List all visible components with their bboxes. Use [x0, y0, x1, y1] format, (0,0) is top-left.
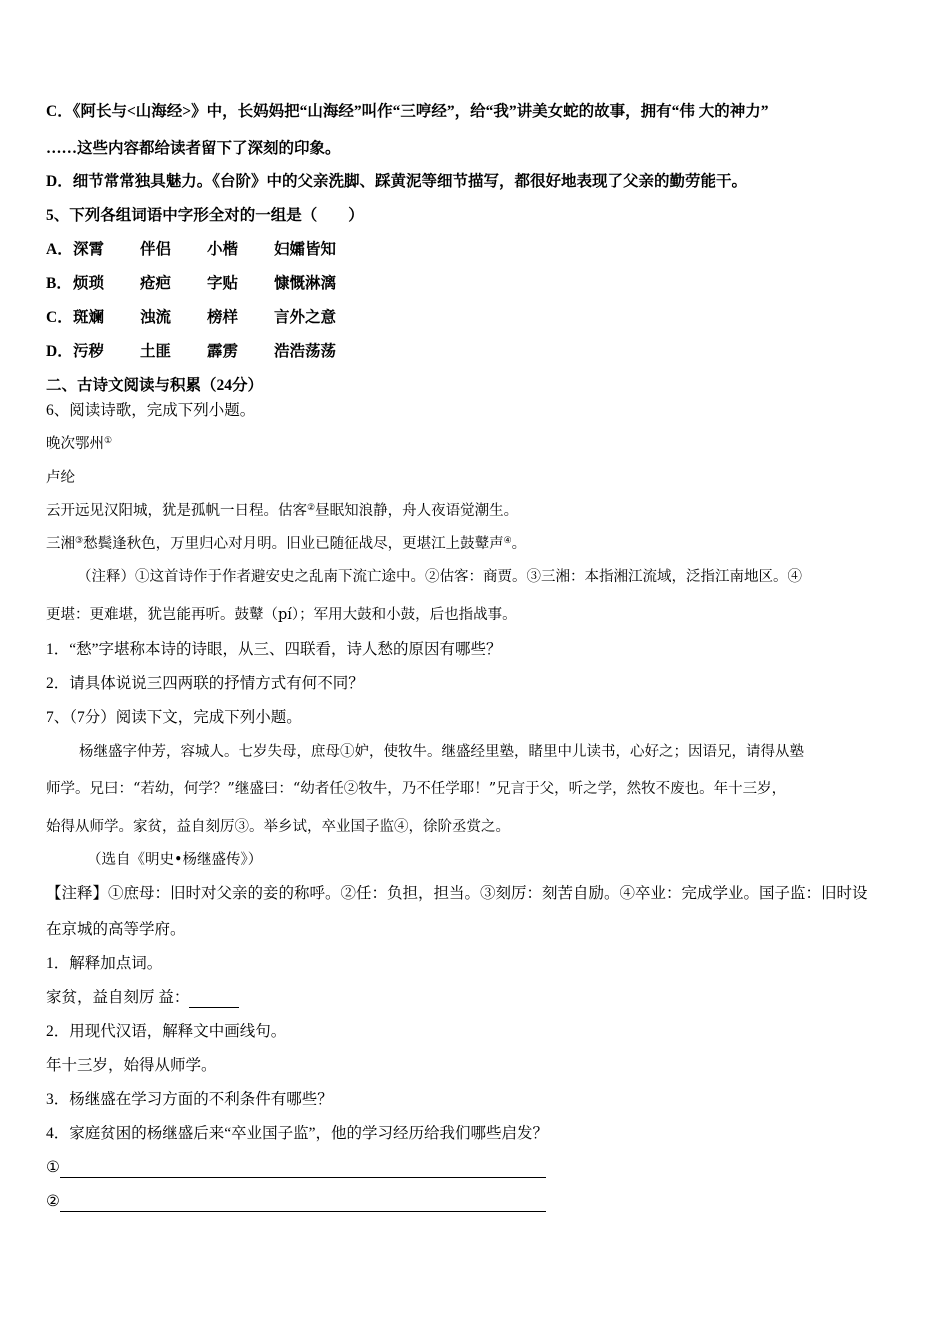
poem-line-2: 三湘③愁鬓逢秋色，万里归心对月明。旧业已随征战尽，更堪江上鼓鼙声④。	[46, 536, 527, 552]
passage-line-3: 始得从师学。家贫，益自刻厉③。举乡试，卒业国子监④，徐阶丞赏之。	[46, 819, 510, 835]
option-word: 伴侣	[140, 241, 172, 258]
answer-blank[interactable]	[189, 991, 239, 1008]
section-2-title: 二、古诗文阅读与积累（24分）	[46, 377, 264, 394]
q7-sub-1: 1．解释加点词。	[46, 955, 163, 972]
option-word: 土匪	[140, 343, 172, 360]
poem-author: 卢纶	[46, 470, 75, 486]
q6-sub-1: 1．“愁”字堪称本诗的诗眼，从三、四联看，诗人愁的原因有哪些？	[46, 641, 502, 658]
option-word: 污秽	[73, 343, 105, 360]
answer-blank[interactable]	[60, 1195, 546, 1212]
poem-notes-line-2: 更堪：更难堪，犹岂能再听。鼓鼙（pí）；军用大鼓和小鼓，后也指战事。	[46, 607, 517, 623]
option-letter: B．	[46, 275, 72, 292]
q4-option-d: D．细节常常独具魅力。《台阶》中的父亲洗脚、踩黄泥等细节描写，都很好地表现了父亲的勤劳能干。	[46, 173, 747, 190]
q5-option-d	[46, 342, 336, 362]
q5-option-a	[46, 240, 336, 260]
passage-notes-line-1: 【注释】①庶母：旧时对父亲的妾的称呼。②任：负担，担当。③刻厉：刻苦自励。④卒业：完成学业。国子监：旧时设	[46, 885, 868, 902]
option-word: 浊流	[140, 309, 172, 326]
option-letter: D．	[46, 343, 73, 360]
passage-notes-line-2: 在京城的高等学府。	[46, 921, 186, 938]
q4-option-c-line1: C．《阿长与<山海经>》中，长妈妈把“山海经”叫作“三哼经”，给“我”讲美女蛇的故事，拥有“伟 大的神力”	[46, 103, 769, 120]
q7-sub-2: 2．用现代汉语，解释文中画线句。	[46, 1023, 287, 1040]
option-letter: C．	[46, 309, 73, 326]
option-word: 斑斓	[73, 309, 105, 326]
q7-sub-1-item: 家贫，益自刻厉 益：	[46, 988, 239, 1008]
passage-line-2: 师学。兄曰：“若幼，何学？”继盛曰：“幼者任②牧牛，乃不任学耶！”兄言于父，听之学，然牧不废也。年十三岁，	[46, 781, 787, 797]
option-word: 榜样	[207, 309, 239, 326]
option-word: 霹雳	[207, 343, 239, 360]
q7-stem: 7、（7分）阅读下文，完成下列小题。	[46, 709, 302, 726]
option-word: 言外之意	[274, 309, 337, 326]
answer-blank[interactable]	[60, 1161, 546, 1178]
poem-title: 晚次鄂州①	[46, 436, 113, 452]
option-word: 字贴	[207, 275, 239, 292]
q5-option-b	[46, 274, 336, 294]
option-word: 浩浩荡荡	[274, 343, 337, 360]
q5-option-c	[46, 308, 336, 328]
poem-line-1: 云开远见汉阳城，犹是孤帆一日程。估客②昼眠知浪静，舟人夜语觉潮生。	[46, 503, 519, 519]
q6-sub-2: 2．请具体说说三四两联的抒情方式有何不同？	[46, 675, 364, 692]
option-word: 烦琐	[73, 275, 105, 292]
q7-sub-2-item: 年十三岁，始得从师学。	[46, 1057, 217, 1074]
option-word: 慷慨淋漓	[274, 275, 337, 292]
option-word: 小楷	[207, 241, 239, 258]
q7-sub-4: 4．家庭贫困的杨继盛后来“卒业国子监”，他的学习经历给我们哪些启发？	[46, 1125, 549, 1142]
answer-line-1: ①	[46, 1158, 546, 1178]
option-word: 疮疤	[140, 275, 172, 292]
passage-source: （选自《明史•杨继盛传》）	[87, 852, 263, 868]
q4-option-c-line2: ……这些内容都给读者留下了深刻的印象。	[46, 140, 341, 157]
option-word: 深霄	[73, 241, 105, 258]
answer-line-2: ②	[46, 1192, 546, 1212]
q6-stem: 6、阅读诗歌，完成下列小题。	[46, 402, 256, 419]
passage-line-1: 杨继盛字仲芳，容城人。七岁失母，庶母①妒，使牧牛。继盛经里塾，睹里中儿读书，心好之；因语兄，请得从塾	[79, 744, 804, 760]
q5-stem: 5、下列各组词语中字形全对的一组是（ ）	[46, 207, 364, 224]
q7-sub-3: 3．杨继盛在学习方面的不利条件有哪些？	[46, 1091, 333, 1108]
poem-notes-line-1: （注释）①这首诗作于作者避安史之乱南下流亡途中。②估客：商贾。③三湘：本指湘江流域，泛指江南地区。④	[77, 569, 802, 585]
option-letter: A．	[46, 241, 73, 258]
option-word: 妇孀皆知	[274, 241, 337, 258]
